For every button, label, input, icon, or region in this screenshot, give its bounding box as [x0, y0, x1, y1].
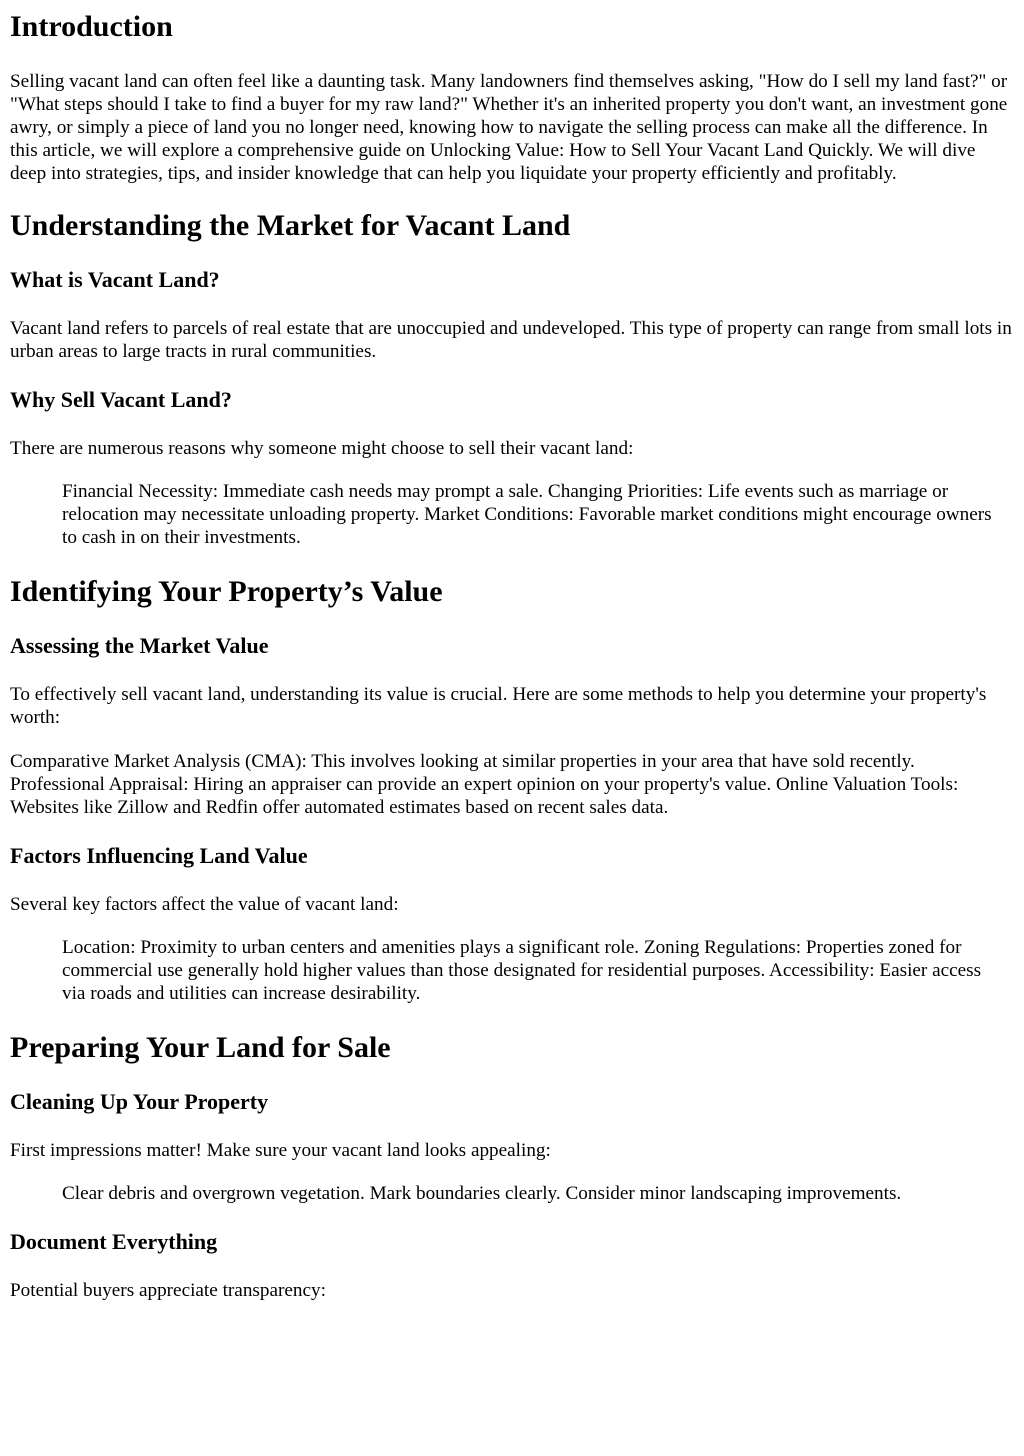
paragraph-cleaning-up: First impressions matter! Make sure your vacant land looks appealing:	[10, 1140, 551, 1161]
heading-understanding-market: Understanding the Market for Vacant Land	[10, 209, 571, 242]
paragraph-introduction: Selling vacant land can often feel like a daunting task. Many landowners find themselves asking, "How do I sell my land fast?" or "What steps should I take to find a buyer for my raw land?" Whether it's an inherited property you don't want, an investment gone awry, or simply a piece of land you no longer need, knowing how to navigate the selling process can make all the difference. In this article, we will explore a comprehensive guide on Unlocking Value: How to Sell Your Vacant Land Quickly. We will dive deep into strategies, tips, and insider knowledge that can help you liquidate your property efficiently and profitably.	[10, 71, 1008, 184]
subheading-factors-influencing: Factors Influencing Land Value	[10, 843, 308, 868]
heading-preparing-land: Preparing Your Land for Sale	[10, 1031, 391, 1064]
subheading-document-everything: Document Everything	[10, 1229, 218, 1254]
blockquote-reasons: Financial Necessity: Immediate cash needs may prompt a sale. Changing Priorities: Life events such as marriage or relocation may necessitate unloading property. Market Conditions: Favorable market conditions might encourage owners to cash in on their investments.	[62, 481, 992, 548]
paragraph-assessing-market-value: To effectively sell vacant land, understanding its value is crucial. Here are some methods to help you determine your property's worth:	[10, 684, 987, 728]
subheading-why-sell: Why Sell Vacant Land?	[10, 387, 232, 412]
paragraph-factors: Several key factors affect the value of vacant land:	[10, 894, 399, 915]
paragraph-valuation-methods: Comparative Market Analysis (CMA): This involves looking at similar properties in your area that have sold recently. Professional Appraisal: Hiring an appraiser can provide an expert opinion on your property's value. Online Valuation Tools: Websites like Zillow and Redfin offer automated estimates based on recent sales data.	[10, 751, 959, 818]
blockquote-factors: Location: Proximity to urban centers and amenities plays a significant role. Zoning Regulations: Properties zoned for commercial use generally hold higher values than those designated for residential purposes. Accessibility: Easier access via roads and utilities can increase desirability.	[62, 937, 982, 1004]
heading-identifying-value: Identifying Your Property’s Value	[10, 575, 443, 608]
subheading-what-is-vacant-land: What is Vacant Land?	[10, 267, 220, 292]
article	[0, 10, 1024, 1302]
subheading-cleaning-up: Cleaning Up Your Property	[10, 1089, 269, 1114]
subheading-assessing-market-value: Assessing the Market Value	[10, 633, 269, 658]
heading-introduction: Introduction	[10, 10, 173, 43]
paragraph-what-is-vacant-land: Vacant land refers to parcels of real estate that are unoccupied and undeveloped. This type of property can range from small lots in urban areas to large tracts in rural communities.	[10, 318, 1012, 362]
paragraph-document-everything: Potential buyers appreciate transparency:	[10, 1280, 326, 1301]
paragraph-why-sell: There are numerous reasons why someone might choose to sell their vacant land:	[10, 438, 634, 459]
blockquote-cleaning-steps: Clear debris and overgrown vegetation. Mark boundaries clearly. Consider minor landscaping improvements.	[62, 1183, 902, 1204]
